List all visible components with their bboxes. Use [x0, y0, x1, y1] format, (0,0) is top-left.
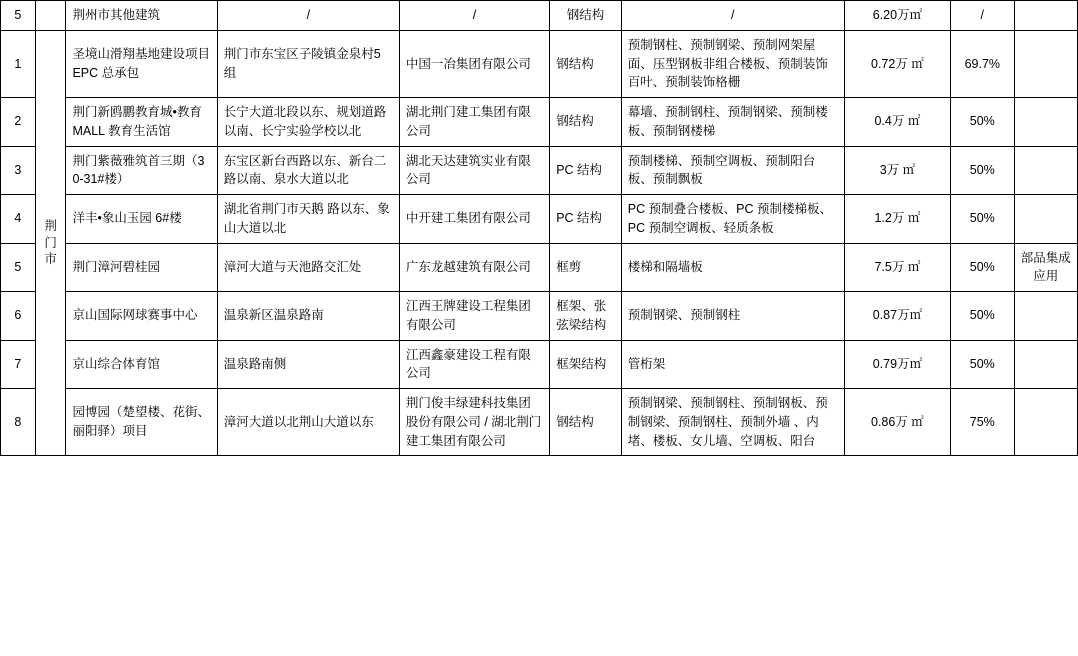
cell-project-name: 京山综合体育馆	[66, 340, 217, 389]
table-row	[1, 30, 1078, 97]
cell-ratio: 50%	[951, 98, 1014, 147]
cell-address: 温泉新区温泉路南	[217, 292, 399, 341]
cell-area: 1.2万 ㎡	[844, 195, 950, 244]
table-row	[1, 243, 1078, 292]
region-char-3: 市	[44, 252, 57, 267]
cell-project-name: 荆门紫薇雅筑首三期（30-31#楼）	[66, 146, 217, 195]
cell-ratio: 50%	[951, 146, 1014, 195]
cell-area: 0.86万 ㎡	[844, 389, 950, 456]
cell-remark	[1014, 389, 1078, 456]
cell-parts: PC 预制叠合楼板、PC 预制楼梯板、PC 预制空调板、轻质条板	[621, 195, 844, 244]
cell-address: 温泉路南侧	[217, 340, 399, 389]
cell-company: 广东龙越建筑有限公司	[399, 243, 549, 292]
cell-ratio: 50%	[951, 243, 1014, 292]
cell-remark	[1014, 195, 1078, 244]
cell-project-name: 圣境山滑翔基地建设项目EPC 总承包	[66, 30, 217, 97]
cell-parts: 预制钢柱、预制钢梁、预制网架屋面、压型钢板非组合楼板、预制装饰百叶、预制装饰格栅	[621, 30, 844, 97]
cell-remark: 部品集成应用	[1014, 243, 1078, 292]
cell-no: 5	[1, 243, 36, 292]
cell-ratio: 50%	[951, 195, 1014, 244]
cell-no: 5	[1, 1, 36, 31]
table-row	[1, 98, 1078, 147]
cell-remark	[1014, 1, 1078, 31]
cell-parts: 楼梯和隔墙板	[621, 243, 844, 292]
cell-no: 7	[1, 340, 36, 389]
cell-no: 2	[1, 98, 36, 147]
table-row	[1, 292, 1078, 341]
cell-remark	[1014, 30, 1078, 97]
cell-address: 漳河大道以北荆山大道以东	[217, 389, 399, 456]
cell-no: 3	[1, 146, 36, 195]
cell-ratio: /	[951, 1, 1014, 31]
cell-structure: 钢结构	[550, 389, 622, 456]
cell-company: 中国一冶集团有限公司	[399, 30, 549, 97]
cell-ratio: 75%	[951, 389, 1014, 456]
cell-structure: 框架、张弦梁结构	[550, 292, 622, 341]
cell-project-name: 荆门漳河碧桂园	[66, 243, 217, 292]
cell-project-name: 京山国际网球赛事中心	[66, 292, 217, 341]
cell-area: 0.87万㎡	[844, 292, 950, 341]
cell-region-jingmen	[35, 30, 66, 456]
cell-remark	[1014, 98, 1078, 147]
cell-remark	[1014, 292, 1078, 341]
cell-address: /	[217, 1, 399, 31]
cell-address: 东宝区新台西路以东、新台二路以南、泉水大道以北	[217, 146, 399, 195]
cell-parts: 预制钢梁、预制钢柱、预制钢板、预制钢梁、预制钢柱、预制外墙 、内堵、楼板、女儿墙、空调板、阳台	[621, 389, 844, 456]
cell-structure: 钢结构	[550, 1, 622, 31]
table-row	[1, 1, 1078, 31]
cell-no: 4	[1, 195, 36, 244]
cell-ratio: 50%	[951, 340, 1014, 389]
cell-structure: 框架结构	[550, 340, 622, 389]
cell-project-name: 荆门新鸥鹏教育城•教育 MALL 教育生活馆	[66, 98, 217, 147]
cell-no: 8	[1, 389, 36, 456]
table-row	[1, 195, 1078, 244]
cell-no: 1	[1, 30, 36, 97]
cell-area: 7.5万 ㎡	[844, 243, 950, 292]
cell-structure: 框剪	[550, 243, 622, 292]
cell-address: 漳河大道与天池路交汇处	[217, 243, 399, 292]
cell-address: 长宁大道北段以东、规划道路以南、长宁实验学校以北	[217, 98, 399, 147]
region-char-1: 荆	[44, 218, 57, 233]
cell-no: 6	[1, 292, 36, 341]
cell-area: 0.4万 ㎡	[844, 98, 950, 147]
cell-ratio: 50%	[951, 292, 1014, 341]
cell-remark	[1014, 146, 1078, 195]
cell-area: 6.20万㎡	[844, 1, 950, 31]
cell-area: 0.79万㎡	[844, 340, 950, 389]
cell-parts: /	[621, 1, 844, 31]
table-row	[1, 146, 1078, 195]
cell-parts: 预制钢梁、预制钢柱	[621, 292, 844, 341]
table-row	[1, 340, 1078, 389]
cell-structure: 钢结构	[550, 98, 622, 147]
cell-project-name: 荆州市其他建筑	[66, 1, 217, 31]
cell-company: 江西王牌建设工程集团有限公司	[399, 292, 549, 341]
cell-company: 江西鑫豪建设工程有限公司	[399, 340, 549, 389]
cell-address: 湖北省荆门市天鹅 路以东、象山大道以北	[217, 195, 399, 244]
cell-company: 湖北天达建筑实业有限公司	[399, 146, 549, 195]
cell-area: 3万 ㎡	[844, 146, 950, 195]
cell-company: /	[399, 1, 549, 31]
cell-area: 0.72万 ㎡	[844, 30, 950, 97]
cell-project-name: 洋丰•象山玉园 6#楼	[66, 195, 217, 244]
cell-structure: PC 结构	[550, 146, 622, 195]
cell-parts: 管桁架	[621, 340, 844, 389]
cell-region	[35, 1, 66, 31]
cell-structure: 钢结构	[550, 30, 622, 97]
cell-project-name: 园博园（楚望楼、花街、丽阳驿）项目	[66, 389, 217, 456]
cell-address: 荆门市东宝区子陵镇金泉村5组	[217, 30, 399, 97]
cell-parts: 预制楼梯、预制空调板、预制阳台板、预制飘板	[621, 146, 844, 195]
cell-company: 湖北荆门建工集团有限公司	[399, 98, 549, 147]
cell-structure: PC 结构	[550, 195, 622, 244]
cell-company: 荆门俊丰绿建科技集团股份有限公司 / 湖北荆门建工集团有限公司	[399, 389, 549, 456]
region-char-2: 门	[44, 235, 57, 250]
cell-ratio: 69.7%	[951, 30, 1014, 97]
cell-parts: 幕墙、预制钢柱、预制钢梁、预制楼板、预制钢楼梯	[621, 98, 844, 147]
table-row	[1, 389, 1078, 456]
cell-company: 中开建工集团有限公司	[399, 195, 549, 244]
cell-remark	[1014, 340, 1078, 389]
